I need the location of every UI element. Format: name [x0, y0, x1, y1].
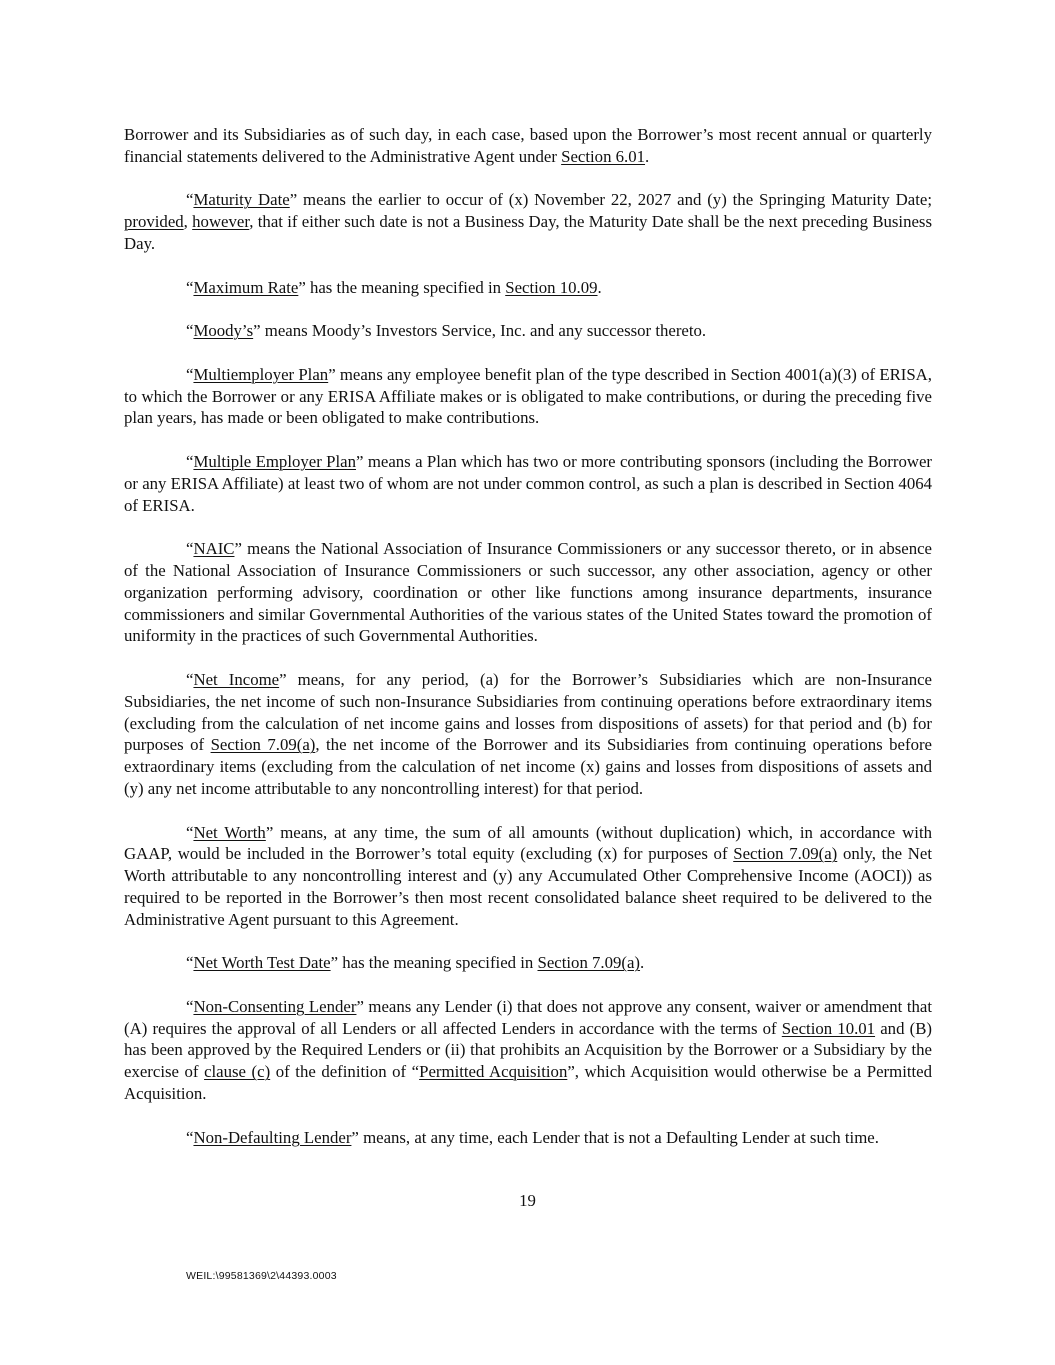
underlined-term: Section 7.09(a) [537, 953, 641, 973]
paragraph-text: “ [186, 822, 194, 842]
paragraph-text: ” means a Plan which has two or more contributing sponsors (including the Borrower or any ERISA Affiliate) at least two of whom are not under common control, as such a plan is described in Section 4064 of ERISA. [124, 451, 932, 515]
underlined-term: however [192, 212, 250, 232]
underlined-term: Section 7.09(a) [733, 844, 838, 864]
paragraph-text: ”, which Acquisition would otherwise be a Permitted Acquisition. [124, 1062, 933, 1104]
paragraph-text: . [645, 146, 650, 166]
underlined-term: Maturity Date [193, 190, 290, 210]
underlined-term: Multiemployer Plan [193, 364, 329, 384]
underlined-term: Maximum Rate [193, 277, 299, 297]
paragraph-text: ” means any employee benefit plan of the type described in Section 4001(a)(3) of ERISA, to which the Borrower or any ERISA Affiliate makes or is obligated to make contributions, or during the preceding five plan years, has made or been obligated to make contributions. [124, 364, 932, 428]
paragraph-text: ” means, at any time, each Lender that is not a Defaulting Lender at such time. [351, 1127, 879, 1147]
paragraph-text: “ [186, 277, 194, 297]
paragraph-text: . [597, 277, 602, 297]
definition-paragraph [124, 189, 932, 254]
paragraph-text: “ [186, 669, 194, 689]
underlined-term: Section 10.01 [781, 1018, 876, 1038]
underlined-term: Net Worth [193, 822, 266, 842]
underlined-term: Net Worth Test Date [193, 953, 331, 973]
underlined-term: Net Income [193, 669, 280, 689]
definition-paragraph [124, 996, 932, 1105]
definition-paragraph [124, 538, 932, 647]
paragraph-text: “ [186, 539, 194, 559]
paragraph-text: “ [186, 451, 194, 471]
paragraph-text: , that if either such date is not a Business Day, the Maturity Date shall be the next preceding Business Day. [124, 212, 932, 253]
paragraph-text: only, the Net Worth attributable to any noncontrolling interest and (y) any Accumulated Other Comprehensive Income (AOCI)) as required to be reported in the Borrower’s then most recent consolidated balance sheet required to be delivered to the Administrative Agent pursuant to this Agreement. [124, 844, 933, 929]
paragraph-text: “ [186, 996, 194, 1016]
paragraph-text: “ [186, 321, 194, 341]
underlined-term: Non-Defaulting Lender [193, 1127, 352, 1147]
paragraph-text: “ [186, 190, 194, 210]
paragraph-text: and (B) has been approved by the Required Lenders or (ii) that prohibits an Acquisition by the Borrower or a Subsidiary by the exercise of [124, 1018, 932, 1082]
paragraph-text: ” means Moody’s Investors Service, Inc. and any successor thereto. [253, 321, 707, 341]
underlined-term: Moody’s [193, 321, 254, 341]
definition-paragraph [124, 364, 932, 429]
definition-paragraph [124, 669, 932, 800]
underlined-term: provided [124, 212, 184, 232]
definition-paragraph [124, 1127, 932, 1149]
definition-paragraph [124, 822, 932, 931]
definition-paragraph [124, 952, 932, 974]
paragraph-text: , the net income of the Borrower and its Subsidiaries from continuing operations before extraordinary items (excluding from the calculation of net income (x) gains and losses from dispositions of assets and (y) any net income attributable to any noncontrolling interest) for that period. [124, 735, 932, 798]
paragraph-text: of the definition of “ [270, 1062, 420, 1082]
document-footer-id: WEIL:\99581369\2\44393.0003 [186, 1270, 337, 1282]
document-body [124, 124, 932, 1148]
paragraph-text: ” means the earlier to occur of (x) November 22, 2027 and (y) the Springing Maturity Date; [289, 190, 932, 210]
paragraph-text: ” means, at any time, the sum of all amounts (without duplication) which, in accordance with GAAP, would be included in the Borrower’s total equity (excluding (x) for purposes of [124, 822, 932, 864]
definition-paragraph [124, 277, 932, 299]
underlined-term: Non-Consenting Lender [193, 996, 357, 1016]
underlined-term: Permitted Acquisition [419, 1062, 568, 1082]
underlined-term: Section 6.01 [561, 146, 646, 166]
paragraph-text: “ [186, 953, 194, 973]
paragraph-text: . [640, 953, 645, 973]
definition-paragraph [124, 124, 932, 168]
underlined-term: Section 10.09 [505, 277, 598, 297]
definition-paragraph [124, 320, 932, 342]
paragraph-text: Borrower and its Subsidiaries as of such day, in each case, based upon the Borrower’s most recent annual or quarterly financial statements delivered to the Administrative Agent under [124, 125, 932, 166]
underlined-term: Multiple Employer Plan [193, 451, 357, 471]
underlined-term: Section 7.09(a) [210, 735, 316, 755]
underlined-term: clause (c) [204, 1062, 271, 1082]
paragraph-text: ” has the meaning specified in [330, 953, 538, 973]
paragraph-text: ” has the meaning specified in [298, 277, 506, 297]
paragraph-text: ” means any Lender (i) that does not approve any consent, waiver or amendment that (A) requires the approval of all Lenders or all affected Lenders in accordance with the terms of [124, 996, 933, 1038]
underlined-term: NAIC [193, 539, 235, 559]
page-number: 19 [519, 1191, 536, 1210]
definition-paragraph [124, 451, 932, 516]
paragraph-text: ” means, for any period, (a) for the Borrower’s Subsidiaries which are non-Insurance Subsidiaries, the net income of such non-Insurance Subsidiaries from continuing operations before extraordinary items (excluding from the calculation of net income gains and losses from dispositions of assets) for that period and (b) for purposes of [124, 669, 932, 755]
paragraph-text: , [183, 212, 193, 232]
paragraph-text: “ [186, 364, 194, 384]
paragraph-text: ” means the National Association of Insurance Commissioners or any successor thereto, or in absence of the National Association of Insurance Commissioners or such successor, any other association, agency or other organization performing advisory, coordination or other like functions among insurance departments, insurance commissioners and similar Governmental Authorities of the various states of the United States toward the promotion of uniformity in the practices of such Governmental Authorities. [124, 539, 932, 646]
paragraph-text: “ [186, 1127, 194, 1147]
